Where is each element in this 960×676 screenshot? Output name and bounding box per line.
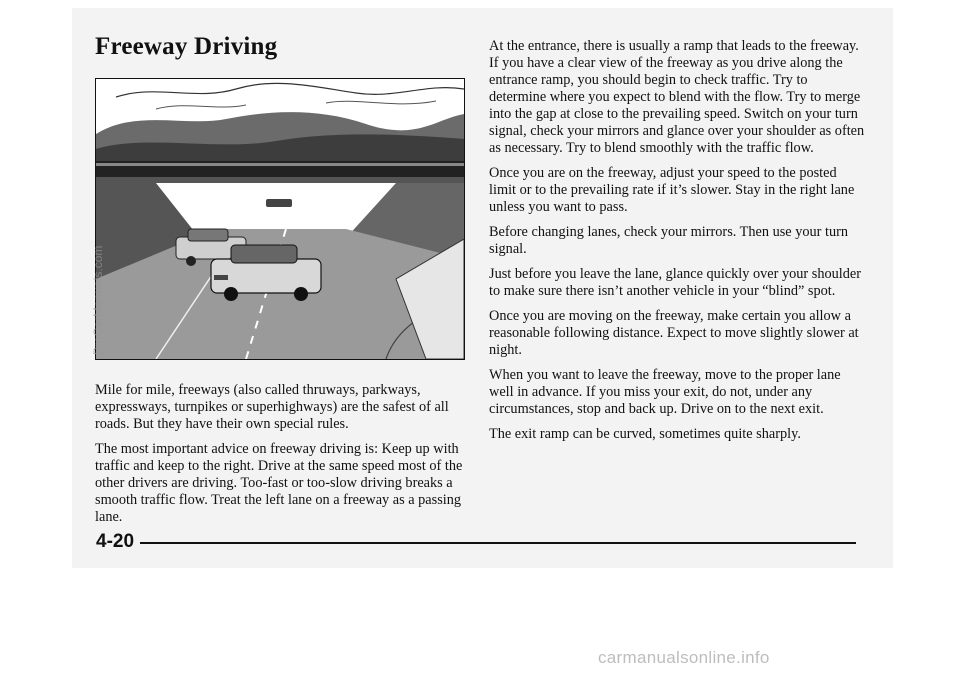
left-column bbox=[95, 382, 467, 534]
page-title: Freeway Driving bbox=[95, 33, 278, 60]
footer-rule bbox=[140, 542, 856, 544]
paragraph: Mile for mile, freeways (also called thruways, parkways, expressways, turnpikes or superhighways) are the safest of all roads. But they have their own special rules. bbox=[95, 382, 449, 432]
paragraph: When you want to leave the freeway, move to the proper lane well in advance. If you miss your exit, do not, under any circumstances, stop and back up. Drive on to the next exit. bbox=[489, 367, 841, 417]
paragraph: Just before you leave the lane, glance quickly over your shoulder to make sure there isn’t another vehicle in your “blind” spot. bbox=[489, 266, 861, 299]
paragraph: Once you are moving on the freeway, make certain you allow a reasonable following distance. Expect to move slightly slower at night. bbox=[489, 308, 859, 358]
side-watermark: ProCarManuals.com bbox=[91, 245, 105, 355]
paragraph: At the entrance, there is usually a ramp that leads to the freeway. If you have a clear view of the freeway as you drive along the entrance ramp, you should begin to check traffic. Try to determine where you expect to blend with the flow. Try to merge into the gap at close to the prevailing speed. Switch on your turn signal, check your mirrors and glance over your shoulder as often as necessary. Try to blend smoothly with the traffic flow. bbox=[489, 38, 865, 156]
paragraph: The most important advice on freeway driving is: Keep up with traffic and keep to the right. Drive at the same speed most of the other drivers are driving. Too-fast or too-slow driving breaks a smooth traffic flow. Treat the left lane on a freeway as a passing lane. bbox=[95, 441, 463, 525]
paragraph: The exit ramp can be curved, sometimes quite sharply. bbox=[489, 426, 801, 442]
freeway-illustration bbox=[95, 78, 465, 360]
bottom-watermark: carmanualsonline.info bbox=[598, 648, 770, 667]
right-column bbox=[489, 38, 867, 451]
page-number: 4-20 bbox=[96, 531, 135, 552]
paragraph: Before changing lanes, check your mirrors. Then use your turn signal. bbox=[489, 224, 849, 257]
paragraph: Once you are on the freeway, adjust your speed to the posted limit or to the prevailing rate if it’s slower. Stay in the right lane unless you want to pass. bbox=[489, 165, 855, 215]
